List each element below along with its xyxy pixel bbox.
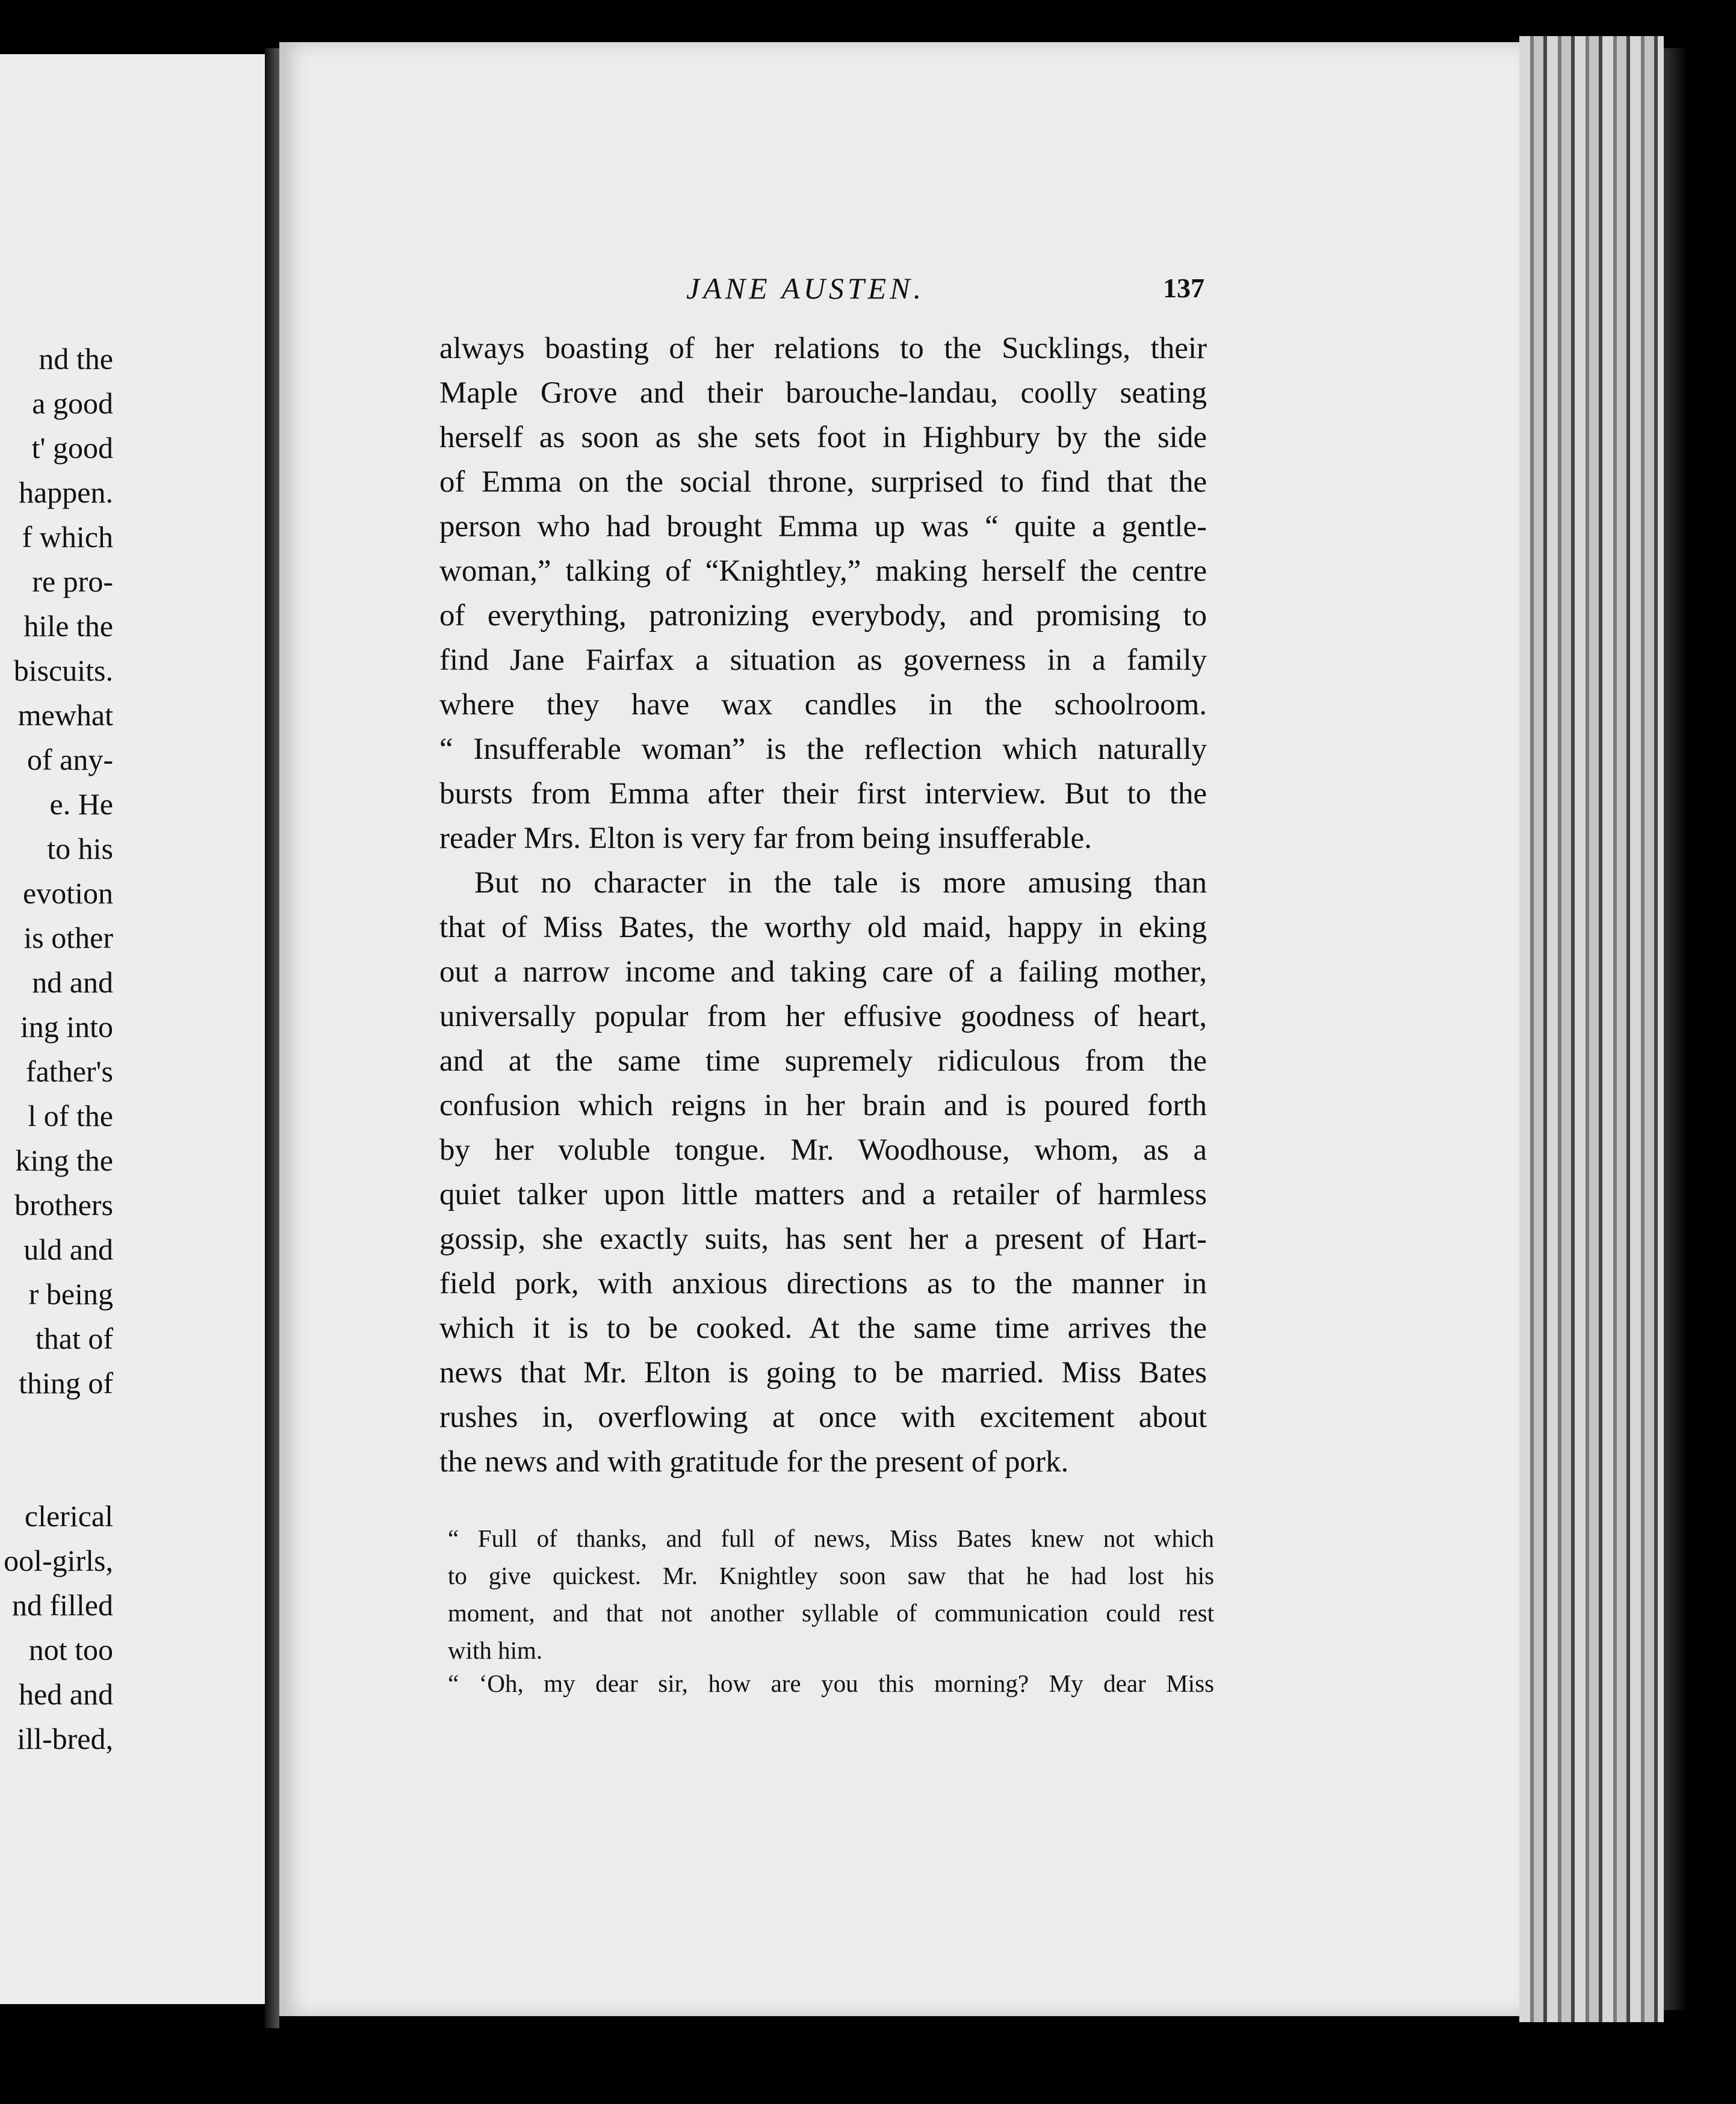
left-page-line: nd and (32, 965, 113, 999)
page-edge-stack (1519, 36, 1664, 2022)
body-line: reader Mrs. Elton is very far from being insufferable. (439, 821, 1092, 855)
footnote-line: with him. (448, 1636, 543, 1664)
body-line: woman,” talking of “Knightley,” making herself the centre (439, 554, 1207, 588)
left-page-line: hile the (23, 609, 113, 643)
left-page-line: l of the (28, 1099, 113, 1133)
body-line: and at the same time supremely ridiculous from the (439, 1044, 1207, 1078)
left-page-line: t' good (31, 431, 113, 465)
body-line: gossip, she exactly suits, has sent her a present of Hart- (439, 1222, 1207, 1256)
body-line: person who had brought Emma up was “ quite a gentle- (439, 510, 1207, 543)
body-line: by her voluble tongue. Mr. Woodhouse, whom, as a (439, 1133, 1207, 1167)
left-page-line: brothers (14, 1188, 113, 1222)
left-page-line: father's (25, 1054, 113, 1088)
left-page-line: f which (22, 520, 113, 554)
body-line: out a narrow income and taking care of a failing mother, (439, 955, 1207, 989)
left-page-line: ing into (20, 1010, 113, 1044)
left-page-line: biscuits. (13, 654, 113, 687)
body-line: news that Mr. Elton is going to be married. Miss Bates (439, 1356, 1207, 1390)
left-page-line: clerical (24, 1499, 113, 1533)
left-page-line: uld and (23, 1233, 113, 1266)
left-page-line: nd the (39, 342, 113, 376)
left-page-line: e. He (49, 787, 113, 821)
facing-page-left (0, 54, 268, 2004)
left-page-line: is other (23, 921, 113, 955)
body-line: bursts from Emma after their first interview. But to the (439, 777, 1207, 811)
left-page-line: not too (28, 1633, 113, 1666)
left-page-line: of any- (27, 743, 113, 776)
body-line: rushes in, overflowing at once with excitement about (439, 1400, 1207, 1434)
left-page-line: thing of (19, 1366, 113, 1400)
footnote-line: “ Full of thanks, and full of news, Miss Bates knew not which (448, 1524, 1214, 1552)
footnote-line: to give quickest. Mr. Knightley soon saw that he had lost his (448, 1562, 1214, 1589)
left-page-line: nd filled (11, 1588, 113, 1622)
page-edge-shadow (1664, 48, 1688, 2010)
left-page-line: ill-bred, (17, 1722, 113, 1756)
left-page-line: king the (15, 1143, 113, 1177)
left-page-line: evotion (23, 876, 113, 910)
body-line: universally popular from her effusive goodness of heart, (439, 1000, 1207, 1033)
left-page-line: ool-girls, (4, 1544, 113, 1577)
body-line: find Jane Fairfax a situation as governess in a family (439, 643, 1207, 677)
left-page-line (0, 1406, 113, 1449)
body-line: field pork, with anxious directions as to the manner in (439, 1267, 1207, 1301)
body-line: that of Miss Bates, the worthy old maid, happy in eking (439, 911, 1207, 944)
left-page-line: a good (32, 386, 113, 420)
body-line: which it is to be cooked. At the same time arrives the (439, 1311, 1207, 1345)
left-page-line: happen. (19, 475, 113, 509)
left-page-line: that of (35, 1322, 113, 1355)
footnote-line: “ ‘Oh, my dear sir, how are you this morning? My dear Miss (448, 1669, 1214, 1697)
left-page-line: re pro- (32, 565, 113, 598)
body-line: where they have wax candles in the schoolroom. (439, 688, 1207, 722)
body-line: “ Insufferable woman” is the reflection which naturally (439, 732, 1207, 766)
left-page-line: r being (28, 1277, 113, 1311)
body-line: Maple Grove and their barouche-landau, coolly seating (439, 376, 1207, 410)
body-line: herself as soon as she sets foot in Highbury by the side (439, 421, 1207, 454)
running-head: JANE AUSTEN. (686, 271, 925, 305)
left-page-line: hed and (19, 1677, 113, 1711)
book-gutter (265, 48, 279, 2028)
body-line: of Emma on the social throne, surprised to find that the (439, 465, 1207, 499)
page-number: 137 (1163, 273, 1204, 303)
body-line: confusion which reigns in her brain and is poured forth (439, 1089, 1207, 1122)
body-line: of everything, patronizing everybody, and promising to (439, 599, 1207, 633)
body-line: always boasting of her relations to the Sucklings, their (439, 332, 1207, 365)
paragraph-start-line: But no character in the tale is more amusing than (474, 866, 1207, 900)
left-page-line: to his (47, 832, 113, 865)
body-line: quiet talker upon little matters and a retailer of harmless (439, 1178, 1207, 1211)
body-line: the news and with gratitude for the present of pork. (439, 1445, 1069, 1479)
footnote-line: moment, and that not another syllable of communication could rest (448, 1599, 1214, 1627)
left-page-line: mewhat (17, 698, 113, 732)
